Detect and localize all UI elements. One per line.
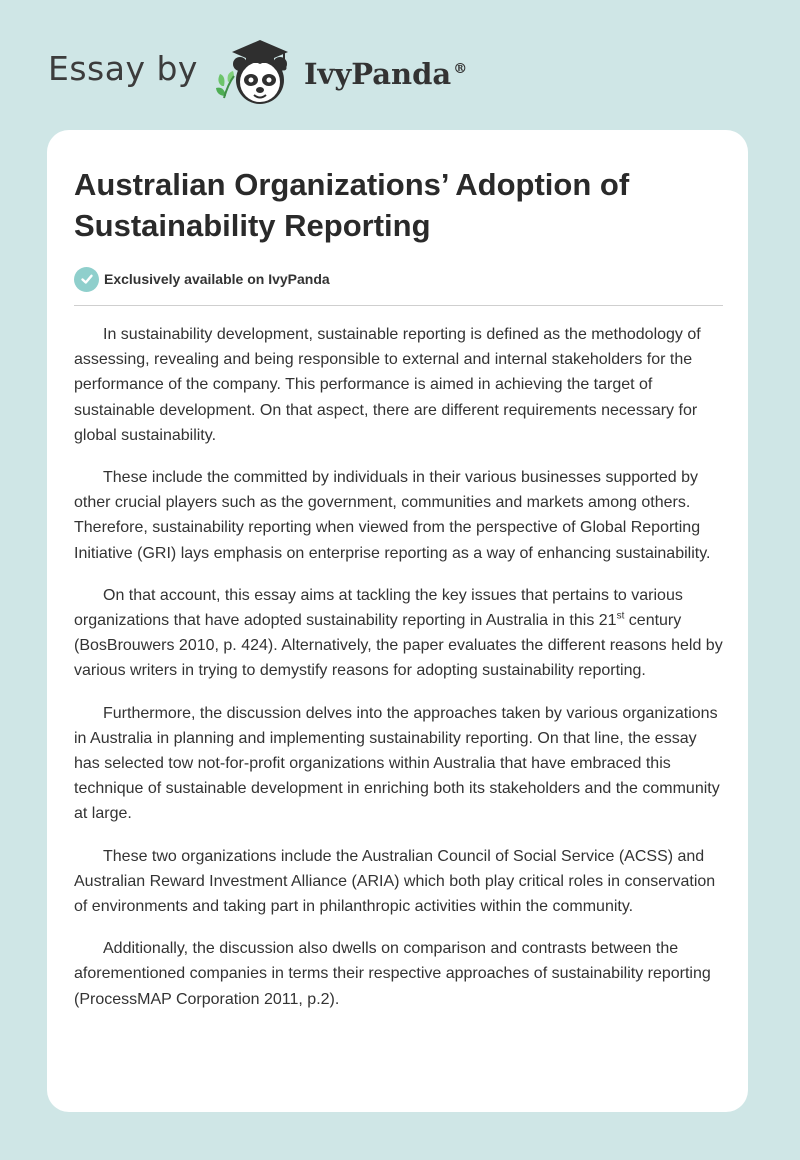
essay-card	[47, 130, 748, 1112]
paragraph-3	[74, 583, 723, 684]
paragraph-3-part-b: century (BosBrouwers 2010, p. 424). Alternatively, the paper evaluates the different reasons held by various writers in trying to demystify reasons for adopting sustainability reporting.	[74, 612, 723, 680]
registered-mark: ®	[453, 61, 468, 78]
divider	[74, 305, 723, 306]
exclusive-badge	[74, 266, 723, 292]
paragraph-3-part-a: On that account, this essay aims at tackling the key issues that pertains to various organizations that have adopted sustainability reporting in Australia in this 21	[74, 586, 683, 630]
brand-name[interactable]	[304, 57, 467, 91]
superscript-st: st	[616, 610, 625, 622]
site-header	[48, 34, 467, 110]
paragraph-4: Furthermore, the discussion delves into the approaches taken by various organizations in Australia in planning and implementing sustainability reporting. On that line, the essay has selected tow not-for-profit organizations within Australia that have embraced this technique of sustainable development in enriching both its stakeholders and the community at large.	[74, 704, 720, 823]
paragraph-1: In sustainability development, sustainable reporting is defined as the methodology of assessing, revealing and being responsible to external and internal stakeholders for the performance of the company. This performance is aimed in achieving the target of sustainable development. On that aspect, there are different requirements necessary for global sustainability.	[74, 326, 701, 444]
page-title: Australian Organizations’ Adoption of Sustainability Reporting	[74, 167, 630, 243]
brand-text: IvyPanda	[303, 57, 452, 91]
check-icon	[74, 267, 99, 292]
panda-logo-icon[interactable]	[210, 34, 302, 110]
badge-text: Exclusively available on IvyPanda	[104, 271, 330, 287]
essay-by-label: Essay by	[48, 48, 198, 88]
paragraph-6: Additionally, the discussion also dwells on comparison and contrasts between the aforementioned companies in terms their respective approaches of sustainability reporting (ProcessMAP Corporation 2011, p.2).	[74, 940, 711, 1008]
paragraph-2: These include the committed by individuals in their various businesses supported by other crucial players such as the government, communities and markets among others. Therefore, sustainability reporting when viewed from the perspective of Global Reporting Initiative (GRI) lays emphasis on enterprise reporting as a way of enhancing sustainability.	[74, 469, 711, 562]
paragraph-5: These two organizations include the Australian Council of Social Service (ACSS) and Australian Reward Investment Alliance (ARIA) which both play critical roles in conservation of environments and taking part in philanthropic activities within the community.	[74, 847, 716, 916]
